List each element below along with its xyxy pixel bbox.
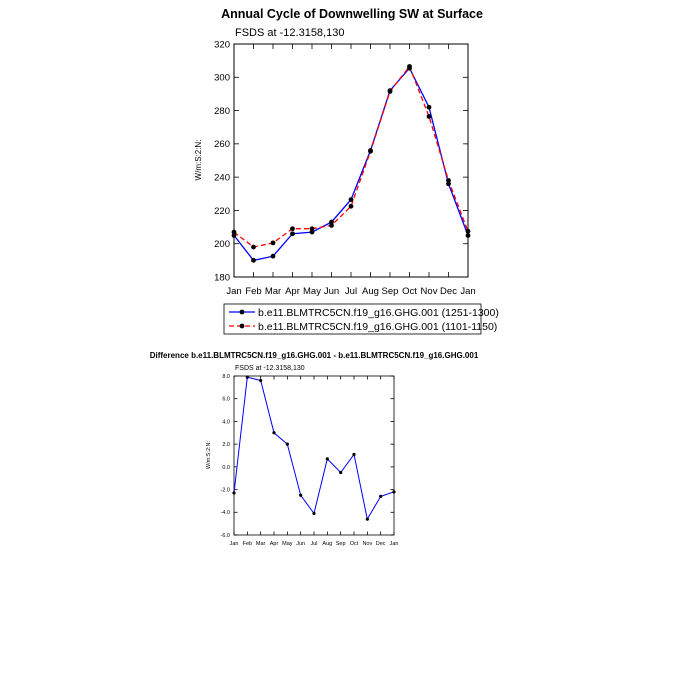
series-1-point	[299, 494, 302, 497]
series-2-point	[349, 204, 354, 209]
difference-y-ticks	[221, 374, 394, 539]
y-axis-label: W/m:S:2:N:	[194, 139, 203, 181]
series-1-point	[271, 254, 276, 259]
legend	[224, 304, 499, 334]
y-tick-label: 180	[214, 272, 230, 284]
x-tick-label: Sep	[381, 286, 399, 297]
series-2-point	[368, 149, 373, 154]
x-tick-label: Jan	[229, 541, 239, 547]
difference-chart	[150, 351, 479, 547]
x-tick-label: Dec	[375, 541, 386, 547]
difference-y-axis-label: W/m:S:2:N:	[206, 440, 212, 470]
series-1-point	[466, 233, 471, 238]
y-tick-label: -2.0	[220, 487, 230, 494]
x-tick-label: Mar	[255, 541, 266, 547]
x-tick-label: Nov	[420, 286, 438, 297]
series-1-point	[246, 376, 249, 379]
series-1-point	[427, 105, 432, 110]
y-tick-label: 4.0	[222, 419, 230, 426]
series-2-point	[446, 178, 451, 183]
x-tick-label: Mar	[264, 286, 282, 297]
y-tick-label: 0.0	[222, 464, 230, 471]
x-tick-label: Dec	[440, 286, 457, 297]
y-tick-label: 320	[214, 39, 230, 51]
x-tick-label: Aug	[362, 286, 379, 297]
y-tick-label: 300	[214, 72, 230, 84]
series-lines	[232, 64, 471, 263]
difference-x-ticks	[230, 376, 399, 547]
series-1-point	[272, 431, 275, 434]
series-1-point	[251, 258, 256, 263]
series-1-point	[326, 457, 329, 460]
y-tick-label: -6.0	[220, 532, 230, 539]
legend-label-2: b.e11.BLMTRC5CN.f19_g16.GHG.001 (1101-1150)	[258, 321, 498, 333]
y-tick-label: 240	[214, 172, 230, 184]
series-2-point	[251, 245, 256, 250]
y-tick-label: 280	[214, 105, 230, 117]
series-2-point	[290, 226, 295, 231]
y-tick-label: 260	[214, 139, 230, 151]
series-2-point	[407, 64, 412, 69]
series-2-point	[232, 230, 237, 235]
series-line-1	[234, 68, 468, 260]
x-tick-label: Feb	[242, 541, 253, 547]
series-2-point	[388, 89, 393, 94]
y-tick-label: 8.0	[222, 373, 230, 380]
x-ticks	[226, 44, 475, 297]
difference-title: Difference b.e11.BLMTRC5CN.f19_g16.GHG.001 - b.e11.BLMTRC5CN.f19_g16.GHG.001	[149, 351, 479, 360]
series-1-point	[379, 495, 382, 498]
difference-plot-frame	[234, 376, 394, 535]
x-tick-label: Nov	[362, 541, 373, 547]
series-line-1	[234, 377, 394, 519]
y-tick-label: 220	[214, 205, 230, 217]
x-tick-label: May	[282, 541, 293, 547]
series-2-point	[329, 223, 334, 228]
difference-series-line	[232, 376, 395, 521]
x-tick-label: Jul	[344, 286, 358, 297]
y-tick-label: 6.0	[222, 396, 230, 403]
x-tick-label: Oct	[349, 541, 359, 547]
y-tick-label: 2.0	[222, 442, 230, 449]
chart-title: Annual Cycle of Downwelling SW at Surface	[221, 7, 483, 21]
x-tick-label: Apr	[285, 286, 300, 297]
x-tick-label: Sep	[335, 541, 346, 547]
x-tick-label: Jun	[296, 541, 306, 547]
difference-subtitle: FSDS at -12.3158,130	[235, 365, 305, 372]
series-line-2	[234, 67, 468, 248]
series-1-point	[352, 453, 355, 456]
x-tick-label: Apr	[269, 541, 279, 547]
series-1-point	[392, 490, 395, 493]
plot-frame	[234, 44, 468, 277]
x-tick-label: Oct	[402, 286, 417, 297]
x-tick-label: Aug	[322, 541, 333, 547]
series-1-point	[232, 491, 235, 494]
series-2-point	[310, 226, 315, 231]
x-tick-label: Feb	[245, 286, 262, 297]
x-tick-label: Jul	[310, 541, 318, 547]
x-tick-label: May	[303, 286, 321, 297]
series-2-point	[271, 240, 276, 245]
series-1-point	[349, 197, 354, 202]
legend-marker-2	[240, 324, 245, 329]
legend-label-1: b.e11.BLMTRC5CN.f19_g16.GHG.001 (1251-1300)	[258, 307, 499, 319]
series-1-point	[339, 471, 342, 474]
x-tick-label: Jan	[226, 286, 242, 297]
x-tick-label: Jan	[389, 541, 399, 547]
series-2-point	[466, 229, 471, 234]
series-1-point	[290, 231, 295, 236]
series-1-point	[366, 518, 369, 521]
series-2-point	[427, 114, 432, 119]
legend-marker-1	[240, 310, 245, 315]
series-1-point	[259, 379, 262, 382]
y-tick-label: -4.0	[220, 510, 230, 517]
y-tick-label: 200	[214, 239, 230, 251]
series-1-point	[312, 512, 315, 515]
x-tick-label: Jan	[460, 286, 476, 297]
annual-cycle-chart	[194, 7, 499, 334]
chart-subtitle: FSDS at -12.3158,130	[235, 27, 345, 39]
series-1-point	[286, 443, 289, 446]
x-tick-label: Jun	[323, 286, 340, 297]
